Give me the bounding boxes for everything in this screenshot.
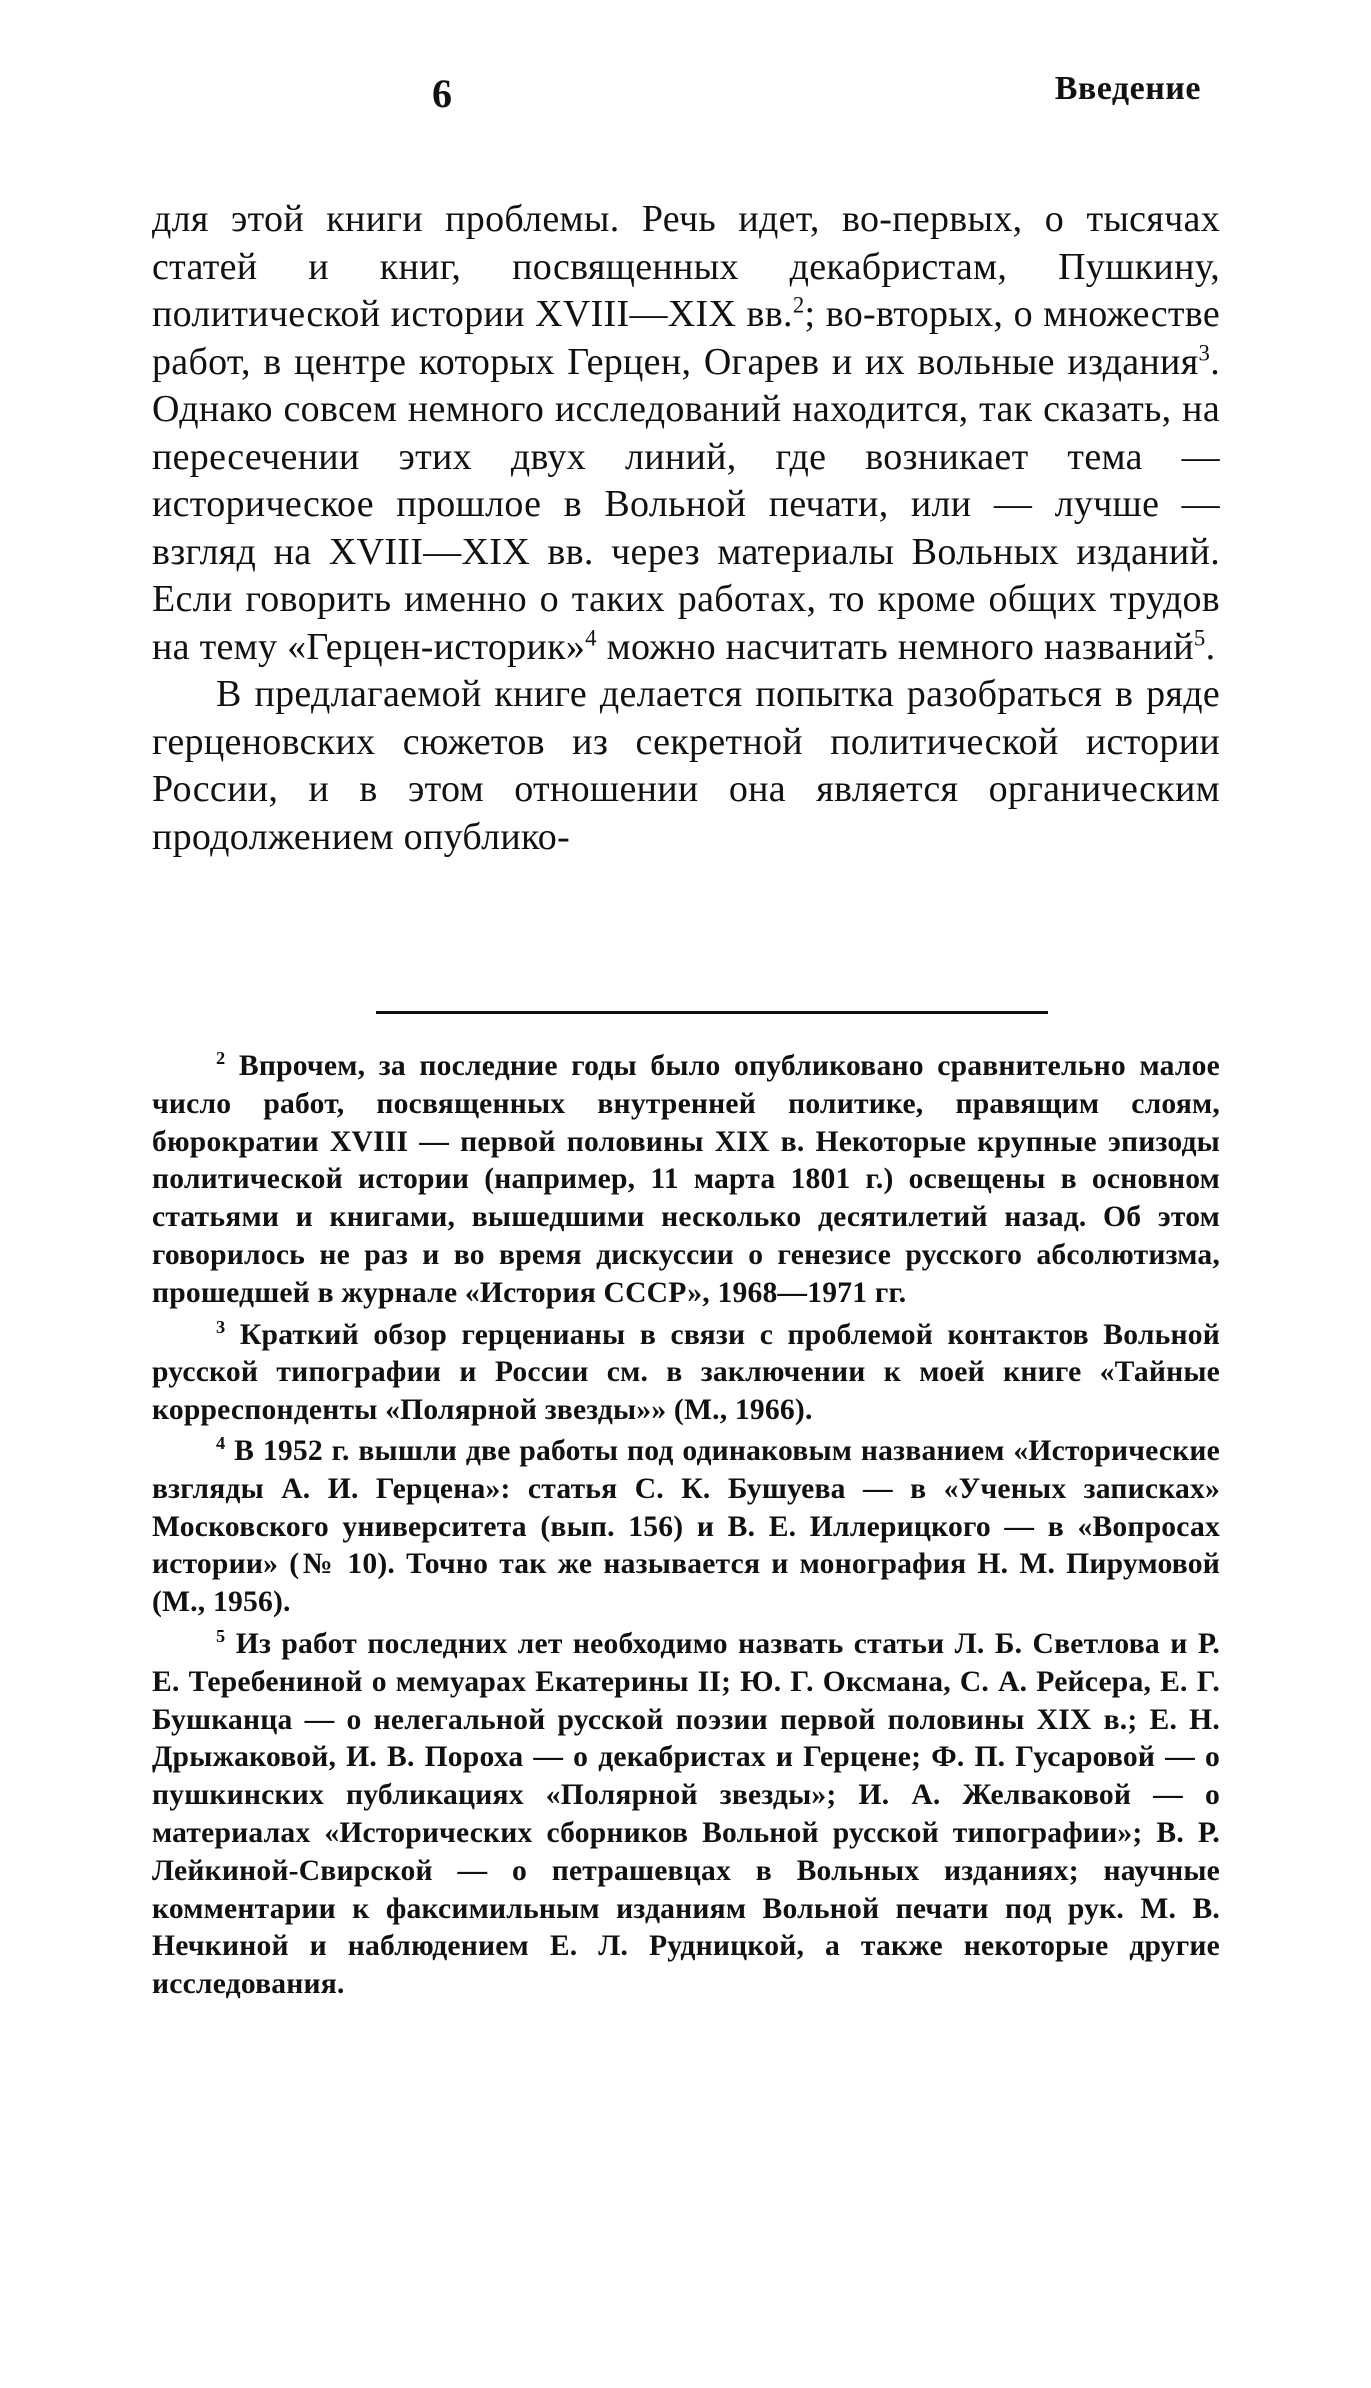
footnote-number: 2	[216, 1048, 226, 1069]
paragraph-1-part-e: .	[1205, 625, 1216, 668]
footnote-text: Из работ последних лет необходимо назвать статьи Л. Б. Светлова и Р. Е. Теребениной о мемуарах Екатерины II; Ю. Г. Оксмана, С. А. Рейсера, Е. Г. Бушканца — о нелегальной русской поэзии первой половины XIX в.; Е. Н. Дрыжаковой, И. В. Пороха — о декабристах и Герцене; Ф. П. Гусаровой — о пушкинских публикациях «Полярной звезды»; И. А. Желваковой — о материалах «Исторических сборников Вольной русской типографии»; В. Р. Лейкиной-Свирской — о петрашевцах в Вольных изданиях; научные комментарии к факсимильным изданиям Вольной печати под рук. М. В. Нечкиной и наблюдением Е. Л. Рудницкой, а также некоторые другие исследования.	[152, 1627, 1220, 2001]
footnotes	[152, 1048, 1220, 2004]
running-head: Введение	[1054, 70, 1201, 107]
paragraph-1	[152, 196, 1220, 671]
footnote-number: 5	[216, 1626, 226, 1647]
footnote-2	[152, 1048, 1220, 1313]
page-header	[150, 70, 1201, 120]
footnote-text: Впрочем, за последние годы было опубликовано сравнительно малое число работ, посвященных внутренней политике, правящим слоям, бюрократии XVIII — первой половины XIX в. Некоторые крупные эпизоды политической истории (например, 11 марта 1801 г.) освещены в основном статьями и книгами, вышедшими несколько десятилетий назад. Об этом говорилось не раз и во время дискуссии о генезисе русского абсолютизма, прошедшей в журнале «История СССР», 1968—1971 гг.	[152, 1050, 1220, 1309]
footnote-number: 4	[216, 1433, 226, 1454]
footnote-ref-5: 5	[1193, 624, 1206, 650]
footnote-3	[152, 1317, 1220, 1430]
footnote-text: Краткий обзор герценианы в связи с проблемой контактов Вольной русской типографии и России см. в заключении к моей книге «Тайные корреспонденты «Полярной звезды»» (М., 1966).	[152, 1318, 1220, 1427]
footnote-5	[152, 1626, 1220, 2004]
paragraph-1-part-c: . Однако совсем немного исследований находится, так сказать, на пересечении этих двух линий, где возникает тема — историческое прошлое в Вольной печати, или — лучше — взгляд на XVIII—XIX вв. через материалы Вольных изданий. Если говорить именно о таких работах, то кроме общих трудов на тему «Герцен-историк»	[152, 340, 1220, 668]
paragraph-1-part-b: ; во-вторых, о множестве работ, в центре которых Герцен, Огарев и их вольные издания	[152, 293, 1220, 383]
main-text	[152, 196, 1220, 861]
page-number: 6	[432, 71, 453, 116]
footnote-ref-4: 4	[585, 624, 597, 650]
paragraph-1-part-a: для этой книги проблемы. Речь идет, во-первых, о тысячах статей и книг, посвященных декабристам, Пушкину, политической истории XVIII—XIX вв.	[152, 198, 1220, 335]
footnote-text: В 1952 г. вышли две работы под одинаковым названием «Исторические взгляды А. И. Герцена»: статья С. К. Бушуева — в «Ученых записках» Московского университета (вып. 156) и В. Е. Иллерицкого — в «Вопросах истории» (№ 10). Точно так же называется и монография Н. М. Пирумовой (М., 1956).	[152, 1434, 1220, 1619]
paragraph-2: В предлагаемой книге делается попытка разобраться в ряде герценовских сюжетов из секретной политической истории России, и в этом отношении она является органическим продолжением опублико-	[152, 673, 1220, 858]
paragraph-1-part-d: можно насчитать немного названий	[596, 625, 1194, 668]
footnote-4	[152, 1433, 1220, 1622]
footnote-divider	[376, 1011, 1048, 1014]
footnote-ref-2: 2	[792, 292, 805, 318]
footnote-ref-3: 3	[1198, 339, 1211, 365]
footnote-number: 3	[216, 1316, 226, 1337]
